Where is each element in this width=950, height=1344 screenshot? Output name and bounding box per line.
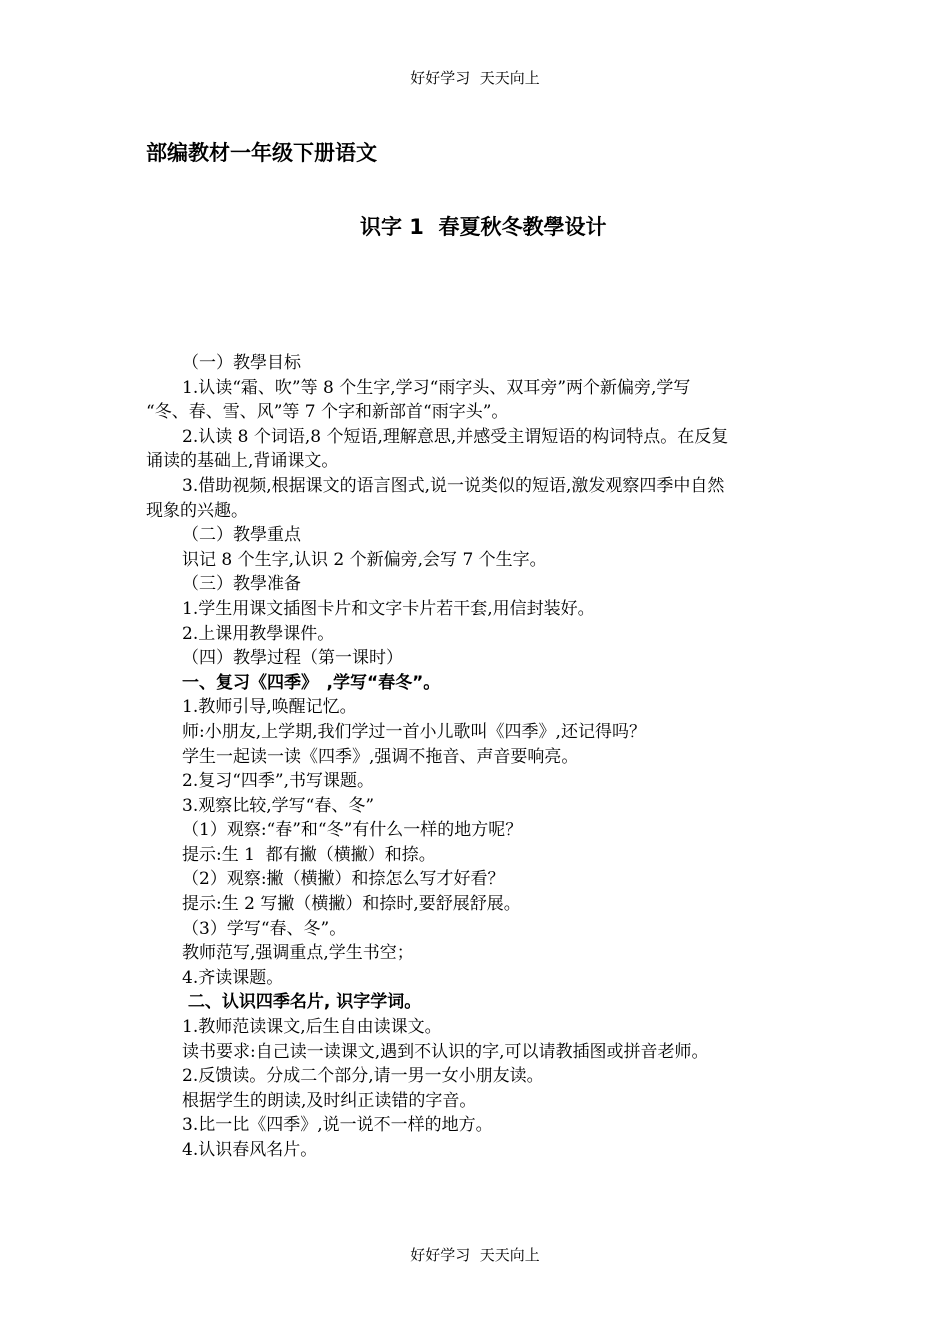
text-line: 2.复习“四季”,书写课题。 xyxy=(182,771,375,792)
text-line: 师:小朋友,上学期,我们学过一首小儿歌叫《四季》,还记得吗？ xyxy=(182,721,646,742)
text-line: （3）学写“春、冬”。 xyxy=(182,918,347,939)
text-line: 1.学生用课文插图卡片和文字卡片若干套,用信封装好。 xyxy=(182,598,595,619)
text-line: 根据学生的朗读,及时纠正读错的字音。 xyxy=(182,1090,477,1111)
text-line: 学生一起读一读《四季》,强调不拖音、声音要响亮。 xyxy=(182,746,579,767)
text-line: 2.反馈读。分成二个部分,请一男一女小朋友读。 xyxy=(182,1066,544,1087)
page-header: 好好学习 天天向上 xyxy=(410,69,540,87)
text-line: “冬、春、雪、风”等 7 个字和新部首“雨字头”。 xyxy=(146,402,509,423)
text-line: （1）观察:“春”和“冬”有什么一样的地方呢？ xyxy=(182,820,523,841)
text-line: （二）教學重点 xyxy=(182,525,301,546)
body-text xyxy=(146,351,814,1163)
text-line: 3.借助视频,根据课文的语言图式,说一说类似的短语,激发观察四季中自然 xyxy=(182,475,725,496)
text-line: （2）观察:撇（横撇）和捺怎么写才好看？ xyxy=(182,869,505,890)
text-line: 提示:生 1 都有撇（横撇）和捺。 xyxy=(182,844,436,865)
text-line: 提示:生 2 写撇（横撇）和捺时,要舒展舒展。 xyxy=(182,894,521,915)
text-line: （四）教學过程（第一课时） xyxy=(182,648,403,669)
text-line: 教师范写,强调重点,学生书空； xyxy=(182,943,414,964)
text-line: （一）教學目标 xyxy=(182,353,301,373)
text-line: 3.观察比较,学写“春、冬” xyxy=(182,795,375,816)
text-line: 2.认读 8 个词语,8 个短语,理解意思,并感受主谓短语的构词特点。在反复 xyxy=(182,426,729,447)
text-line: （三）教學准备 xyxy=(182,574,301,595)
text-line: 2.上课用教學课件。 xyxy=(182,623,335,644)
section-heading: 一、复习《四季》 ,学写“春冬”。 xyxy=(182,672,441,693)
text-line: 诵读的基础上,背诵课文。 xyxy=(146,451,339,472)
text-line: 4.认识春风名片。 xyxy=(182,1140,318,1160)
section-heading: 二、认识四季名片, 识字学词。 xyxy=(182,992,422,1013)
text-line: 1.教师引导,唤醒记忆。 xyxy=(182,697,357,718)
text-line: 识记 8 个生字,认识 2 个新偏旁,会写 7 个生字。 xyxy=(182,549,547,570)
text-line: 现象的兴趣。 xyxy=(146,500,248,521)
text-line: 3.比一比《四季》,说一说不一样的地方。 xyxy=(182,1115,493,1136)
text-line: 读书要求:自己读一读课文,遇到不认识的字,可以请教插图或拼音老师。 xyxy=(182,1041,709,1062)
lesson-title: 识字 1 春夏秋冬教學设计 xyxy=(360,215,607,239)
text-line: 1.认读“霜、吹”等 8 个生字,学习“雨字头、双耳旁”两个新偏旁,学写 xyxy=(182,377,691,398)
text-line: 1.教师范读课文,后生自由读课文。 xyxy=(182,1017,442,1038)
page-footer: 好好学习 天天向上 xyxy=(410,1246,540,1264)
text-line: 4.齐读课题。 xyxy=(182,967,284,988)
document-title: 部编教材一年级下册语文 xyxy=(146,141,377,165)
